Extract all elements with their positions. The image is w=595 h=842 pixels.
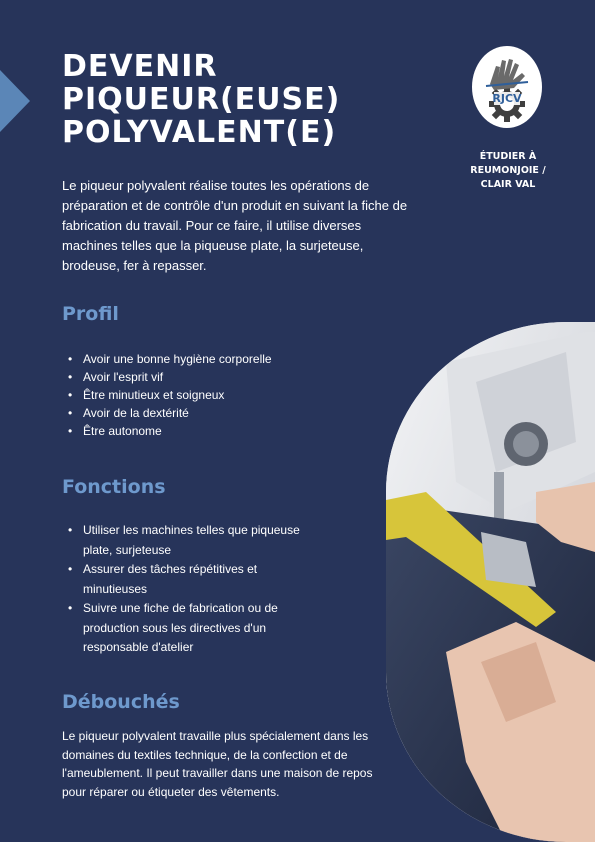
fonctions-list — [62, 521, 307, 658]
list-item: • Être autonome — [62, 422, 352, 440]
list-item: • Avoir l'esprit vif — [62, 368, 352, 386]
debouches-paragraph: Le piqueur polyvalent travaille plus spécialement dans les domaines du textiles technique, de la confection et de l'ameublement. Il peut travailler dans une maison de repos pour réparer ou étiqueter des vêtements. — [62, 729, 373, 799]
section-heading-profil: Profil — [62, 303, 119, 325]
list-item: • Utiliser les machines telles que piqueuse plate, surjeteuse — [62, 521, 307, 560]
logo-text: RJCV — [492, 92, 522, 105]
list-item: • Suivre une fiche de fabrication ou de production sous les directives d'un responsable d'atelier — [62, 599, 307, 658]
school-logo — [472, 46, 542, 128]
sewing-machine-photo — [386, 322, 595, 842]
decorative-arrow-icon — [0, 70, 30, 132]
list-item: • Avoir une bonne hygiène corporelle — [62, 350, 352, 368]
section-heading-debouches: Débouchés — [62, 691, 180, 713]
intro-paragraph: Le piqueur polyvalent réalise toutes les opérations de préparation et de contrôle d'un produit en suivant la fiche de fabrication du travail. Pour ce faire, il utilise diverses machines telles que la piqueuse plate, la surjeteuse, brodeuse, fer à repasser. — [62, 178, 408, 273]
list-item: • Être minutieux et soigneux — [62, 386, 352, 404]
page-title: DEVENIR PIQUEUR(EUSE) POLYVALENT(E) — [62, 49, 341, 150]
study-location-note: ÉTUDIER À REUMONJOIE / CLAIR VAL — [470, 151, 546, 190]
list-item: • Assurer des tâches répétitives et minutieuses — [62, 560, 307, 599]
hand-gear-logo-icon — [472, 46, 542, 128]
section-heading-fonctions: Fonctions — [62, 476, 166, 498]
list-item: • Avoir de la dextérité — [62, 404, 352, 422]
profil-list — [62, 350, 352, 440]
